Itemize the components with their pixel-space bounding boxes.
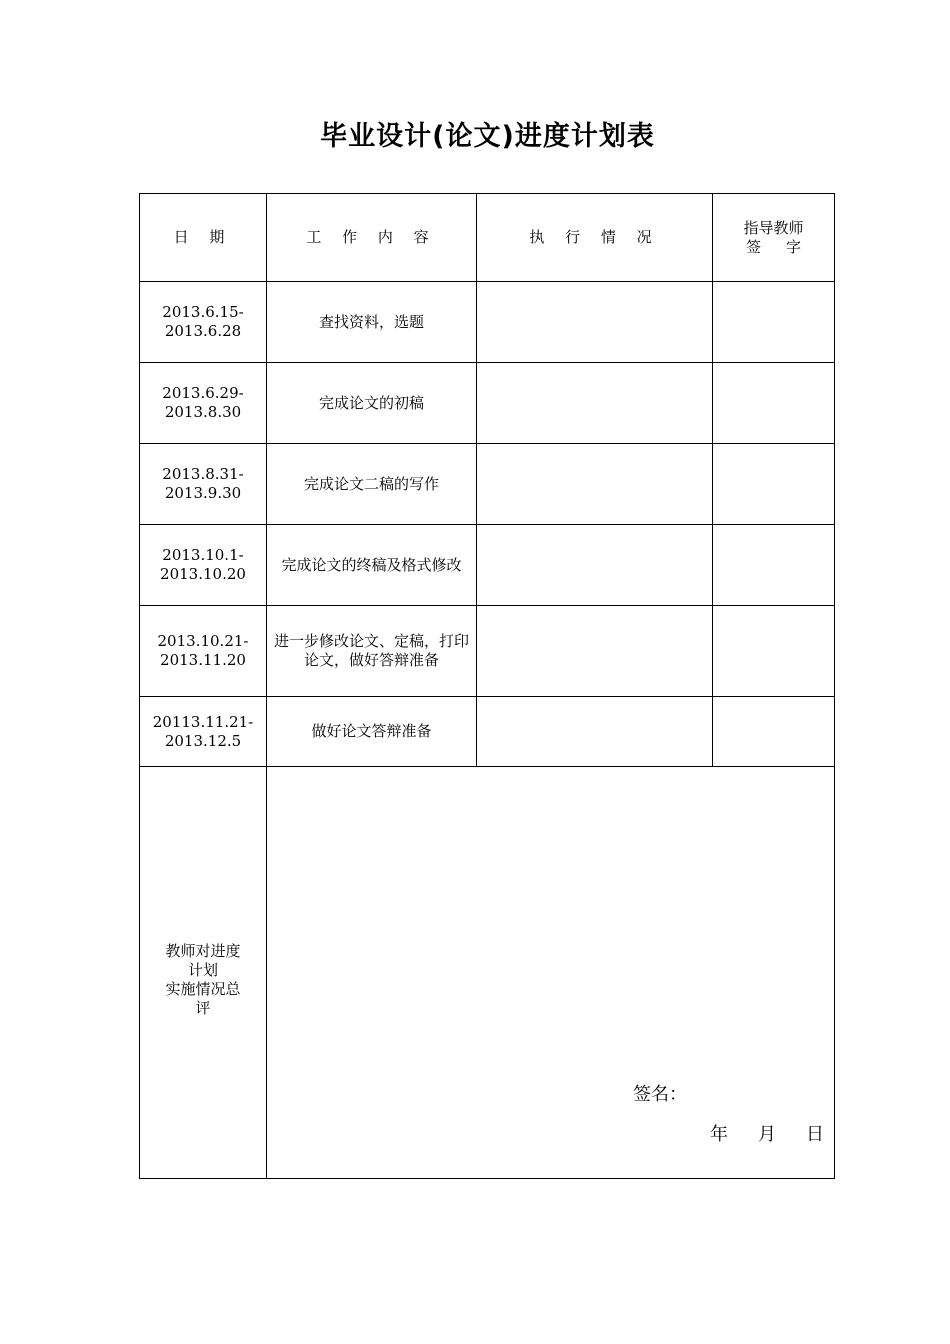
row-date-end: 2013.10.20 — [160, 565, 246, 583]
row-advisor-signature[interactable] — [713, 697, 835, 767]
row-work-content: 进一步修改论文、定稿，打印论文，做好答辩准备 — [267, 606, 477, 697]
header-sign-char-2: 字 — [785, 237, 801, 256]
summary-label-line-4: 评 — [195, 998, 211, 1017]
summary-row — [140, 767, 835, 1179]
row-work-content: 完成论文的初稿 — [267, 363, 477, 444]
table-row — [140, 606, 835, 697]
header-sign-char-1: 签 — [746, 237, 762, 256]
signature-label: 签名： — [633, 1084, 687, 1105]
table-header-row — [140, 194, 835, 282]
header-advisor-signature — [713, 194, 835, 282]
row-date-end: 2013.8.30 — [164, 403, 242, 421]
row-date-start: 20113.11.21- — [152, 712, 254, 731]
row-date — [140, 282, 267, 363]
table-row — [140, 525, 835, 606]
row-date-start: 2013.6.29- — [162, 384, 244, 402]
row-work-content: 查找资料，选题 — [267, 282, 477, 363]
row-execution-status[interactable] — [477, 606, 713, 697]
row-work-content: 完成论文二稿的写作 — [267, 444, 477, 525]
table-row — [140, 697, 835, 767]
row-date — [140, 444, 267, 525]
summary-label — [140, 767, 267, 1179]
row-date — [140, 525, 267, 606]
row-date — [140, 606, 267, 697]
summary-comment-area[interactable] — [267, 767, 835, 1179]
date-month-label: 月 — [758, 1124, 776, 1145]
page-title: 毕业设计(论文)进度计划表 — [320, 121, 655, 152]
row-work-content: 做好论文答辩准备 — [267, 697, 477, 767]
row-advisor-signature[interactable] — [713, 606, 835, 697]
row-execution-status[interactable] — [477, 697, 713, 767]
row-date-start: 2013.8.31- — [162, 465, 244, 483]
row-execution-status[interactable] — [477, 363, 713, 444]
row-execution-status[interactable] — [477, 525, 713, 606]
row-date-end: 2013.12.5 — [164, 731, 242, 750]
row-execution-status[interactable] — [477, 282, 713, 363]
header-execution-status: 执 行 情 况 — [477, 194, 713, 282]
header-advisor-label: 指导教师 — [743, 218, 804, 237]
date-day-label: 日 — [806, 1124, 824, 1145]
row-advisor-signature[interactable] — [713, 525, 835, 606]
row-advisor-signature[interactable] — [713, 444, 835, 525]
date-year-label: 年 — [710, 1124, 728, 1145]
summary-label-line-1: 教师对进度 — [165, 941, 241, 960]
row-date — [140, 697, 267, 767]
row-work-content: 完成论文的终稿及格式修改 — [267, 525, 477, 606]
row-date — [140, 363, 267, 444]
row-advisor-signature[interactable] — [713, 363, 835, 444]
header-work-content: 工 作 内 容 — [267, 194, 477, 282]
row-date-end: 2013.11.20 — [160, 651, 246, 669]
summary-label-line-2: 计划 — [187, 960, 218, 979]
header-date: 日 期 — [140, 194, 267, 282]
schedule-table — [139, 193, 835, 1179]
table-row — [140, 282, 835, 363]
summary-label-line-3: 实施情况总 — [165, 979, 241, 998]
row-date-end: 2013.9.30 — [164, 484, 242, 502]
row-date-start: 2013.6.15- — [162, 303, 244, 321]
table-row — [140, 444, 835, 525]
row-execution-status[interactable] — [477, 444, 713, 525]
row-advisor-signature[interactable] — [713, 282, 835, 363]
row-date-start: 2013.10.21- — [157, 632, 249, 650]
table-row — [140, 363, 835, 444]
signature-date — [710, 1125, 824, 1144]
row-date-start: 2013.10.1- — [162, 546, 244, 564]
header-sign-label — [719, 238, 828, 257]
row-date-end: 2013.6.28 — [164, 322, 242, 340]
